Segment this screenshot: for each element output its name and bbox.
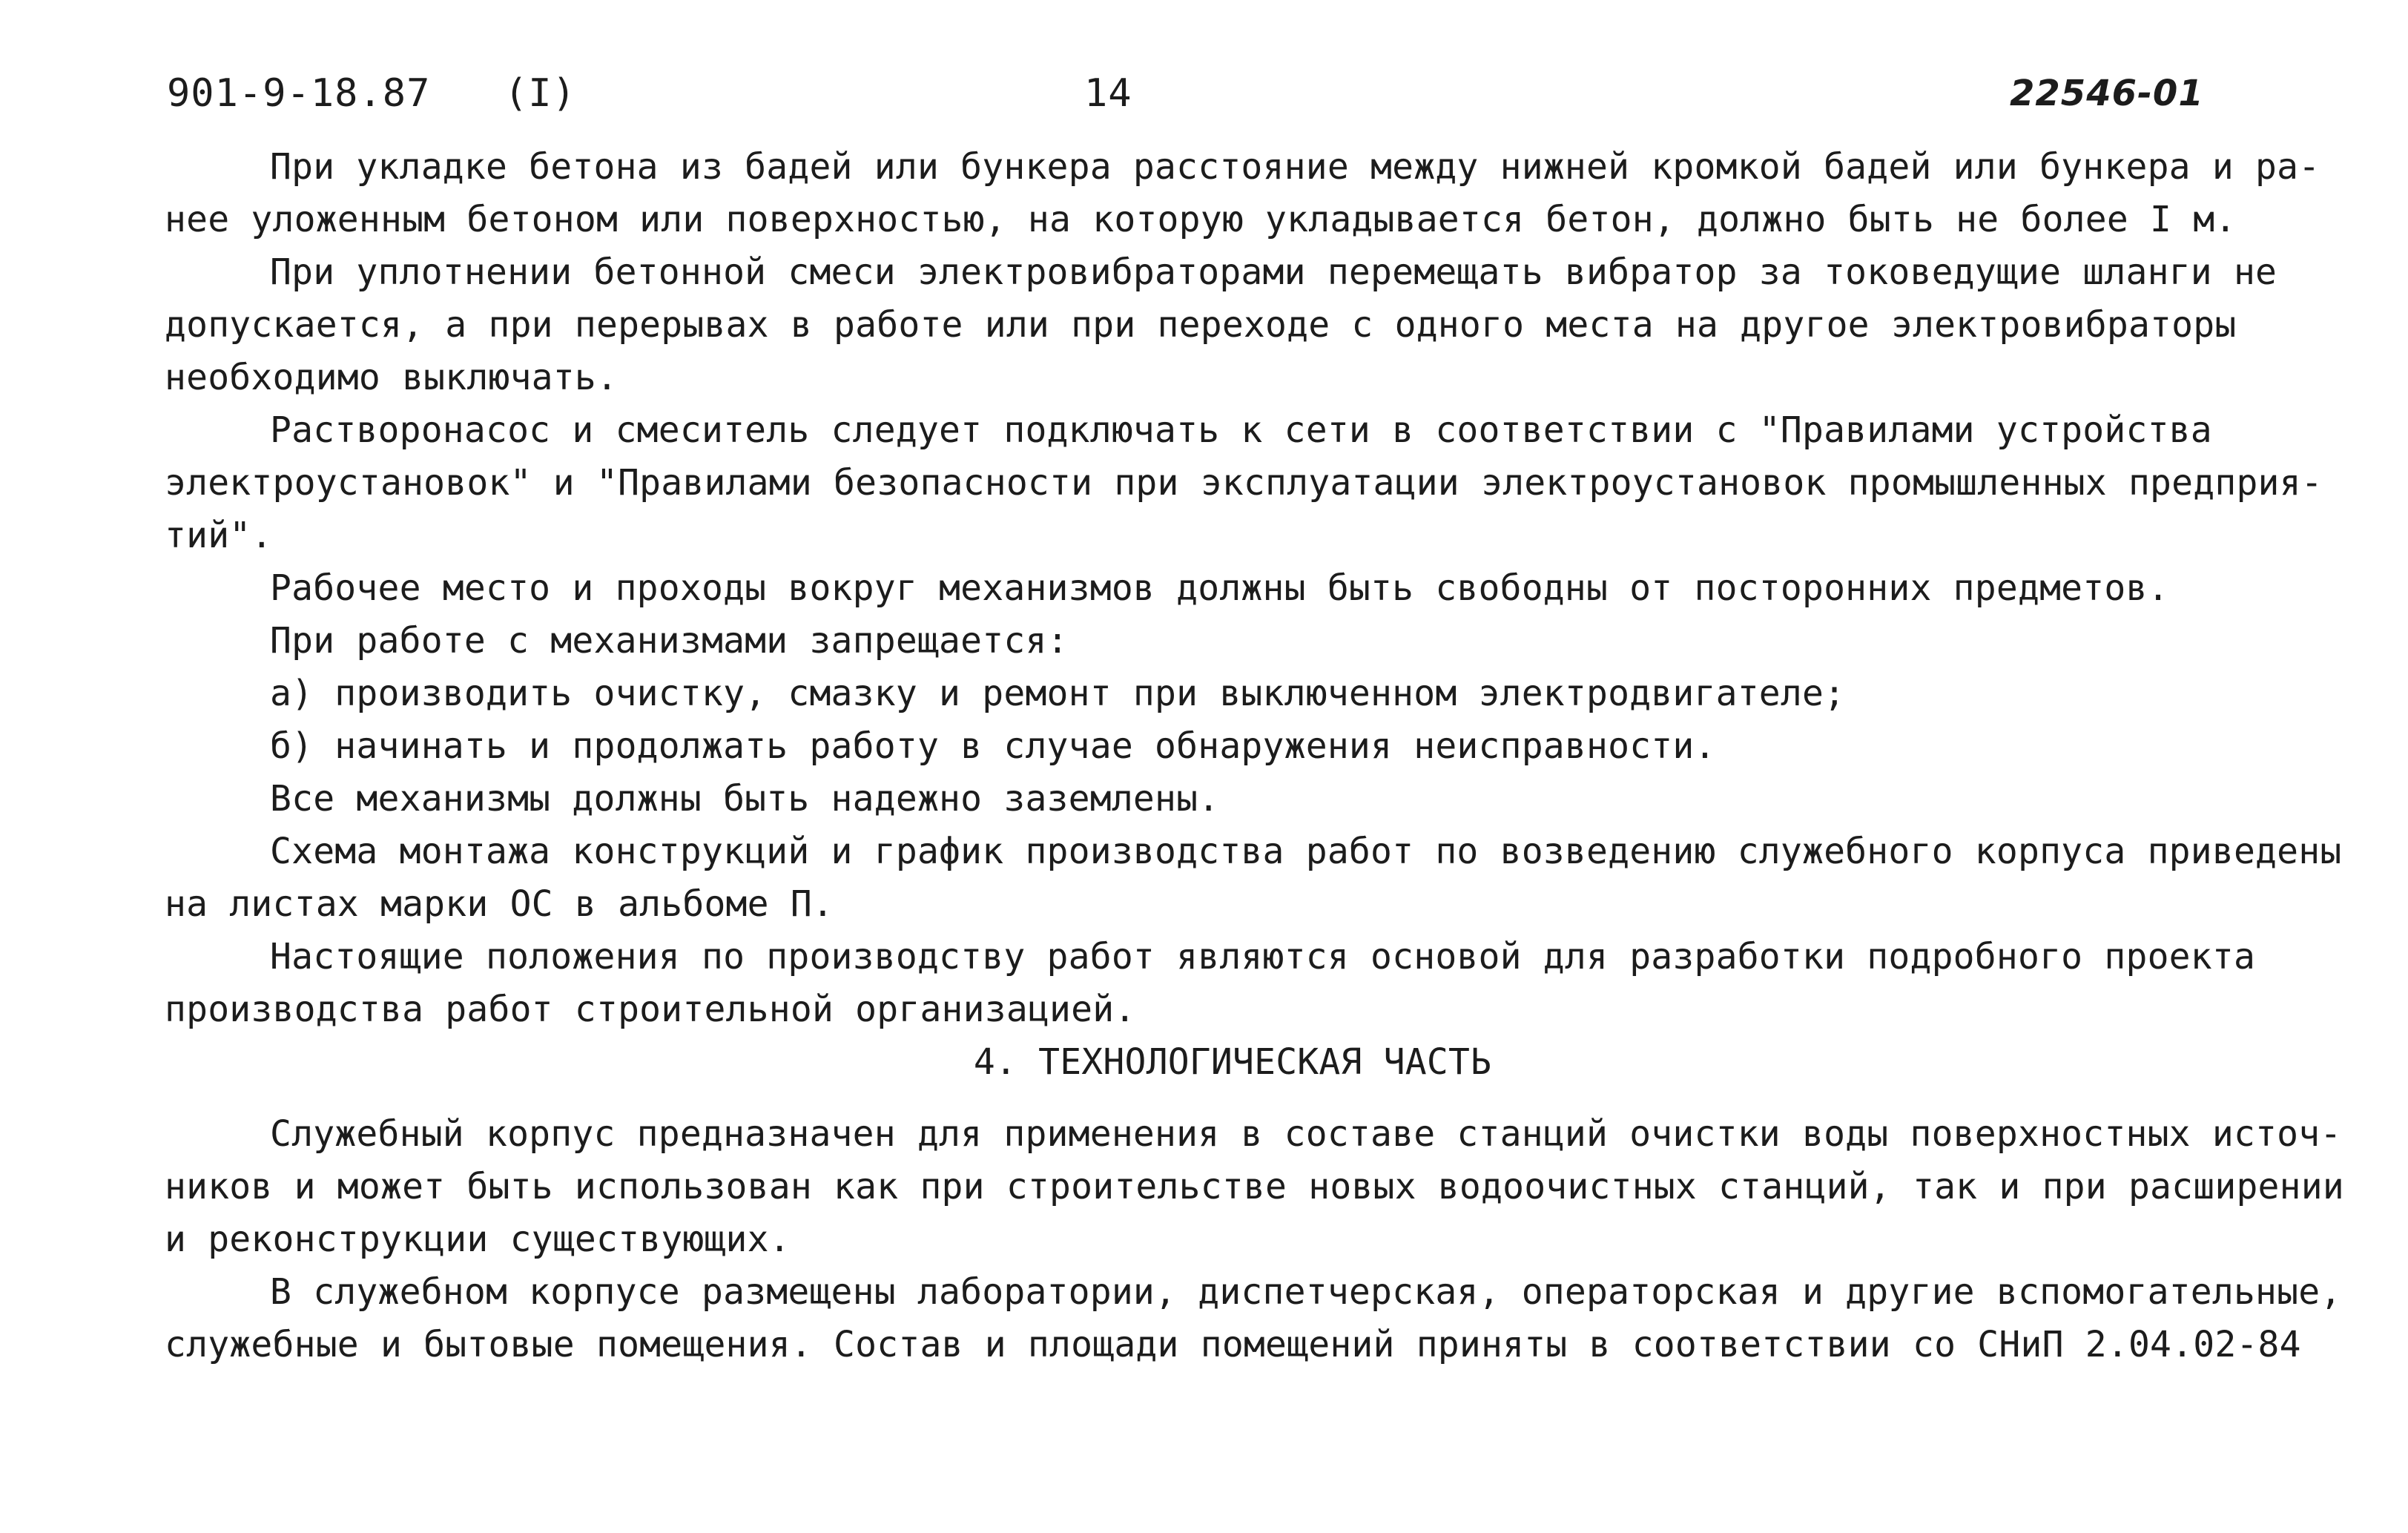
text-line: электроустановок" и "Правилами безопасности при эксплуатации электроустановок промышленных предприя- [165,462,2323,504]
paragraph-workplace [165,562,2278,615]
page-number: 14 [1084,71,1132,116]
paragraph-building-purpose [165,1108,2344,1266]
text-line: При работе с механизмами запрещается: [270,620,1069,662]
inventory-number: 22546-01 [2010,73,2204,114]
text-line: Настоящие положения по производству работ являются основой для разработки подробного проекта [270,936,2256,978]
paragraph-vibrators [165,246,2278,404]
paragraph-building-rooms [165,1266,2342,1371]
text-line: производства работ строительной организацией. [165,989,1136,1030]
paragraph-pump-mixer [165,404,2323,562]
text-line: допускается, а при перерывах в работе или при переходе с одного места на другое электровибраторы [165,304,2237,346]
document-part: (I) [504,71,576,116]
text-line: служебные и бытовые помещения. Состав и площади помещений приняты в соответствии со СНиП 2.04.02-84 [165,1324,2301,1365]
text-line: Служебный корпус предназначен для применения в составе станций очистки воды поверхностных источ- [270,1113,2342,1155]
document-code: 901-9-18.87 [167,71,431,116]
text-line: тий". [165,515,273,556]
text-line: нее уложенным бетоном или поверхностью, на которую укладывается бетон, должно быть не более I м. [165,199,2237,240]
list-item-a [165,667,2278,720]
list-item-b [165,720,2278,773]
text-line: ников и может быть использован как при строительстве новых водоочистных станций, так и при расширении [165,1166,2344,1207]
text-line: Схема монтажа конструкций и график производства работ по возведению служебного корпуса приведены [270,831,2342,872]
text-line: В служебном корпусе размещены лаборатории, диспетчерская, операторская и другие вспомогательные, [270,1271,2342,1313]
text-line: При уплотнении бетонной смеси электровибраторами перемещать вибратор за токоведущие шланги не [270,251,2277,293]
paragraph-assembly-scheme [165,825,2342,931]
document-body [165,141,2344,1371]
text-line: на листах марки ОС в альбоме П. [165,883,834,925]
text-line: необходимо выключать. [165,357,619,398]
paragraph-provisions [165,931,2278,1036]
text-line: б) начинать и продолжать работу в случае обнаружения неисправности. [270,725,1716,767]
text-line: Все механизмы должны быть надежно заземлены. [270,778,1220,820]
section-heading: 4. ТЕХНОЛОГИЧЕСКАЯ ЧАСТЬ [973,1041,1492,1083]
text-line: При укладке бетона из бадей или бункера расстояние между нижней кромкой бадей или бункера и ра- [270,146,2320,188]
text-line: и реконструкции существующих. [165,1219,791,1260]
text-line: а) производить очистку, смазку и ремонт при выключенном электродвигателе; [270,673,1846,714]
paragraph-concrete-placement [165,141,2320,246]
paragraph-prohibited [165,615,2278,667]
text-line: Растворонасос и смеситель следует подключать к сети в соответствии с "Правилами устройства [270,409,2212,451]
paragraph-grounding [165,773,2278,825]
text-line: Рабочее место и проходы вокруг механизмов должны быть свободны от посторонних предметов. [270,567,2169,609]
spacer [165,1089,2278,1108]
